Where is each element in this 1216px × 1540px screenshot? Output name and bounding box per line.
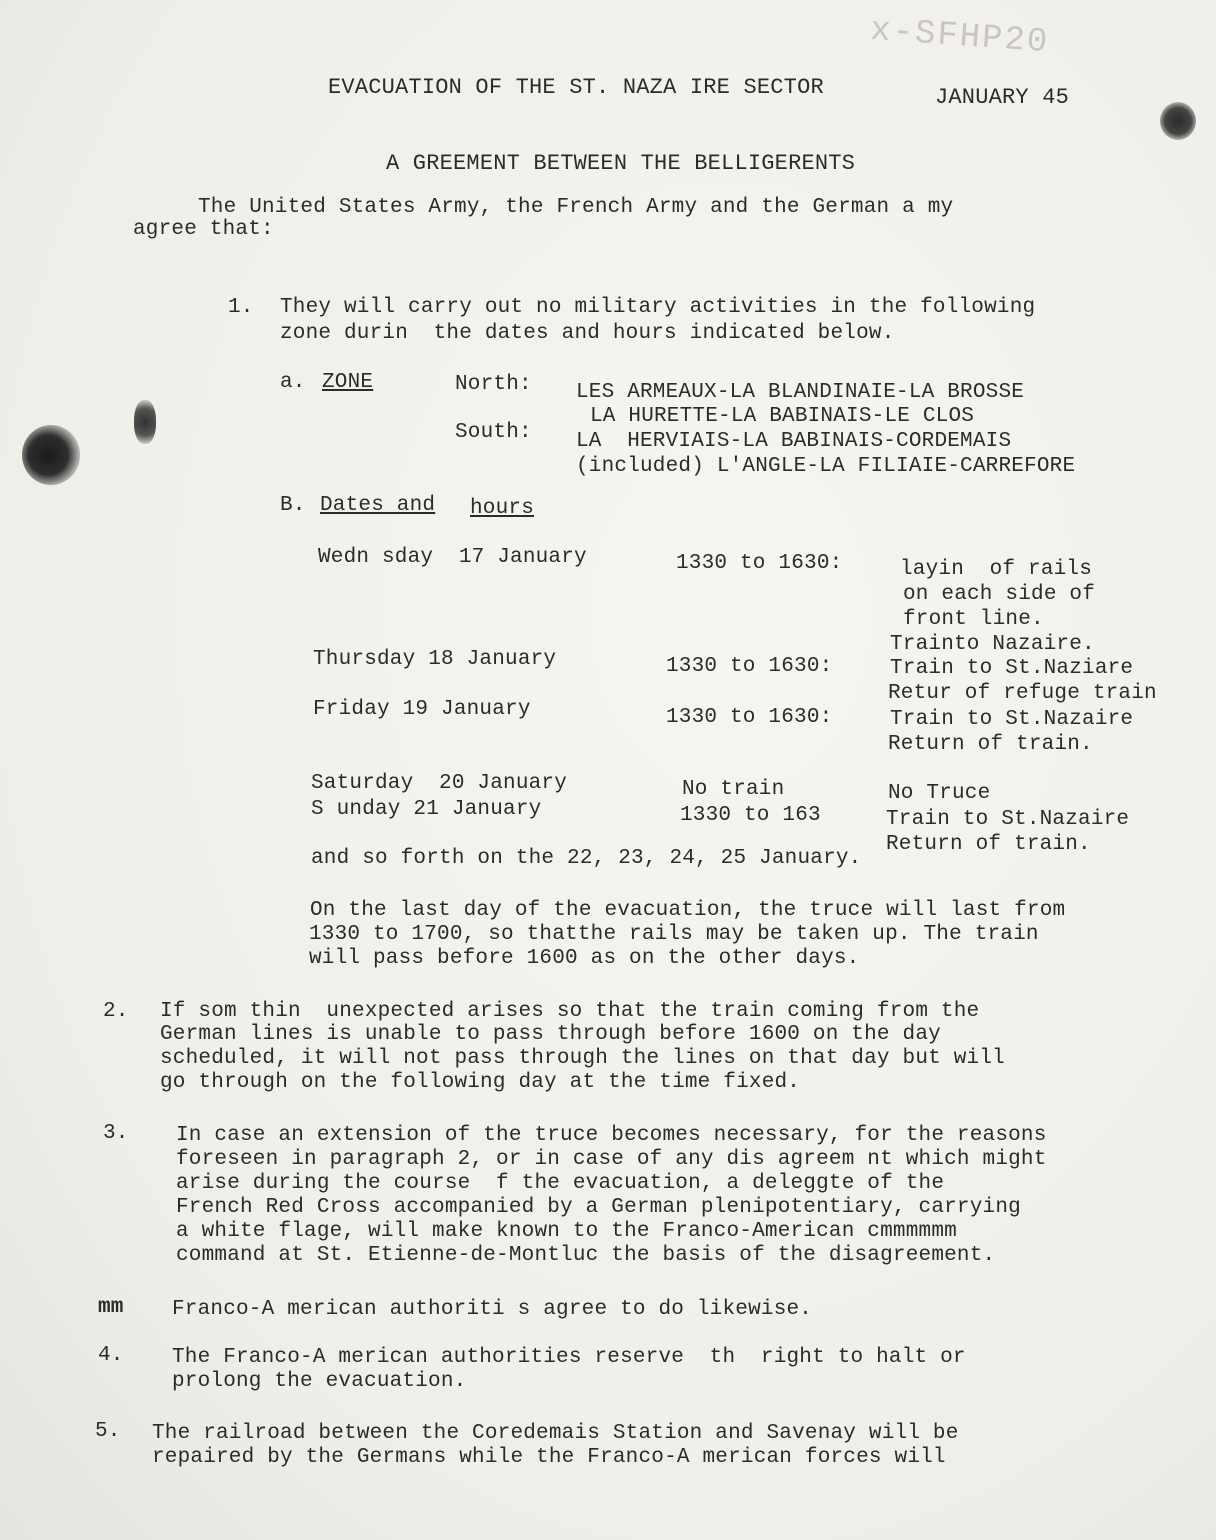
schedule-day: S unday 21 January [311,798,542,821]
item-number: 2. [103,1000,129,1023]
schedule-note: layin of rails [900,558,1093,581]
schedule-note: Return of train. [888,733,1093,756]
zone-north-line: LA HURETTE-LA BABINAIS-LE CLOS [590,405,975,428]
item-number: 5. [95,1420,121,1443]
so-forth-line: and so forth on the 22, 23, 24, 25 January. [311,847,862,870]
schedule-note: on each side of [903,583,1096,606]
intro-line: agree that: [133,218,274,241]
item2-line: German lines is unable to pass through before 1600 on the day [160,1023,941,1046]
item-number: 1. [228,296,254,319]
item3-line: In case an extension of the truce becomes necessary, for the reasons [176,1124,1047,1147]
schedule-note: Return of train. [886,833,1091,856]
zone-north-label: North: [455,373,532,396]
schedule-note: front line. [903,608,1044,631]
item3-line: arise during the course f the evacuation, a deleggte of the [176,1172,945,1195]
item3-line: command at St. Etienne-de-Montluc the basis of the disagreement. [176,1244,996,1267]
item2-line: go through on the following day at the time fixed. [160,1071,801,1094]
schedule-day: Friday 19 January [313,698,531,721]
schedule-time: 1330 to 1630: [666,706,833,729]
zone-label: ZONE [322,371,374,394]
schedule-day: Thursday 18 January [313,648,557,671]
schedule-day: Wedn sday 17 January [318,546,587,569]
item1-line: zone durin the dates and hours indicated below. [280,322,895,345]
zone-prefix: a. [280,371,306,394]
item4-line: The Franco-A merican authorities reserve th right to halt or [172,1346,966,1369]
zone-south-line: LA HERVIAIS-LA BABINAIS-CORDEMAIS [576,430,1012,453]
document-subtitle: A GREEMENT BETWEEN THE BELLIGERENTS [386,151,856,176]
ink-blot [22,425,80,485]
item3-line: foreseen in paragraph 2, or in case of any dis agreem nt which might [176,1148,1047,1171]
zone-north-line: LES ARMEAUX-LA BLANDINAIE-LA BROSSE [576,381,1025,404]
last-day-line: On the last day of the evacuation, the truce will last from [310,899,1066,922]
schedule-note: Trainto Nazaire. [890,633,1095,656]
schedule-note: No Truce [888,782,991,805]
item-number: 4. [98,1344,124,1367]
item-mm-line: Franco-A merican authoriti s agree to do likewise. [172,1298,813,1321]
zone-south-line: (included) L'ANGLE-LA FILIAIE-CARREFORE [576,455,1076,478]
item3-line: French Red Cross accompanied by a German plenipotentiary, carrying [176,1196,1021,1219]
schedule-time: 1330 to 1630: [676,552,843,575]
item2-line: If som thin unexpected arises so that the train coming from the [160,1000,980,1023]
dates-label: Dates and [320,494,436,517]
schedule-time: 1330 to 163 [680,804,821,827]
ink-blot [1160,102,1196,140]
schedule-note: Retur of refuge train [888,682,1157,705]
item4-line: prolong the evacuation. [172,1370,467,1393]
schedule-day: Saturday 20 January [311,772,568,795]
schedule-note: Train to St.Naziare [890,657,1134,680]
dates-label: hours [470,497,535,520]
item2-line: scheduled, it will not pass through the lines on that day but will [160,1047,1005,1070]
document-title: EVACUATION OF THE ST. NAZA IRE SECTOR [328,75,824,100]
item3-line: a white flage, will make known to the Franco-American cmmmmmm [176,1220,957,1243]
item5-line: The railroad between the Coredemais Station and Savenay will be [152,1422,959,1445]
schedule-time: No train [682,778,785,801]
last-day-line: will pass before 1600 as on the other days. [309,947,860,970]
last-day-line: 1330 to 1700, so thatthe rails may be taken up. The train [309,923,1039,946]
archive-stamp: x-SFHP20 [868,11,1051,63]
schedule-time: 1330 to 1630: [666,655,833,678]
item-number: 3. [103,1122,129,1145]
document-date: JANUARY 45 [935,85,1070,110]
intro-line: The United States Army, the French Army and the German a my [198,196,954,219]
zone-south-label: South: [455,421,532,444]
dates-prefix: B. [280,494,306,517]
schedule-note: Train to St.Nazaire [886,808,1130,831]
item-number: mm [98,1296,124,1319]
ink-blot [134,400,156,444]
item5-line: repaired by the Germans while the Franco-A merican forces will [152,1446,946,1469]
schedule-note: Train to St.Nazaire [890,708,1134,731]
item1-line: They will carry out no military activities in the following [280,296,1036,319]
